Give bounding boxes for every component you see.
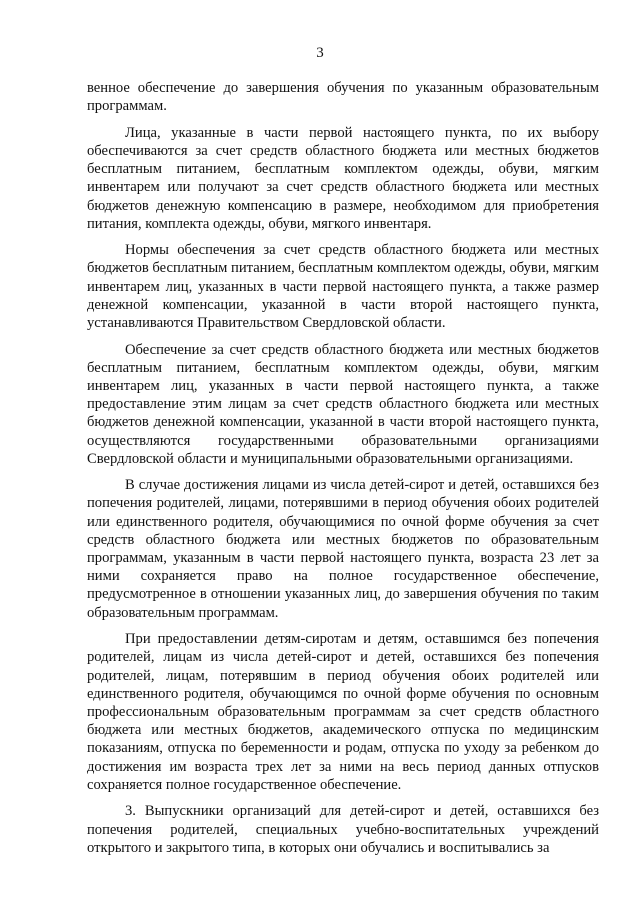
paragraph-graduates-section-3: 3. Выпускники организаций для детей-сирот и детей, оставшихся без попечения родителей, специальных учебно-воспитательных учреждений открытого и закрытого типа, в которых они обучались и воспитывались за <box>87 803 599 856</box>
paragraph-academic-leave: При предоставлении детям-сиротам и детям, оставшимся без попечения родителей, лицам из числа детей-сирот и детей, оставшихся без попечения родителей, лицам, потерявшим в период обучения обоих родителей или единственного родителя, обучающимся по очной форме обучения по основным профессиональным образовательным программам за счет средств областного бюджета или местных бюджетов, академического отпуска по медицинским показаниям, отпуска по беременности и родам, отпуска по уходу за ребенком до достижения им возраста трех лет за ними на весь период данных отпусков сохраняется полное государственное обеспечение. <box>87 631 599 793</box>
document-body <box>87 79 599 865</box>
paragraph-age-23-rights: В случае достижения лицами из числа детей-сирот и детей, оставшихся без попечения родителей, лицами, потерявшими в период обучения обоих родителей или единственного родителя, обучающимися по очной форме обучения за счет средств областного бюджета или местных бюджетов по образовательным программам, указанным в части первой настоящего пункта, возраста 23 лет за ними сохраняется право на полное государственное обеспечение, предусмотренное в отношении указанных лиц, до завершения обучения по таким образовательным программам. <box>87 477 599 621</box>
paragraph-provision-organizations: Обеспечение за счет средств областного бюджета или местных бюджетов бесплатным питанием, бесплатным комплектом одежды, обуви, мягким инвентарем лиц, указанных в части первой настоящего пункта, а также предоставление этим лицам за счет средств областного бюджета или местных бюджетов денежной компенсации, указанной в части второй настоящего пункта, осуществляются государственными образовательными организациями Свердловской области и муниципальными образовательными организациями. <box>87 341 599 467</box>
paragraph-choice-of-provision: Лица, указанные в части первой настоящего пункта, по их выбору обеспечиваются за счет средств областного бюджета или местных бюджетов бесплатным питанием, бесплатным комплектом одежды, обуви, мягким инвентарем или получают за счет средств областного бюджета или местных бюджетов денежную компенсацию в размере, необходимом для приобретения питания, комплекта одежды, обуви, мягкого инвентаря. <box>87 124 599 232</box>
paragraph-continuation: венное обеспечение до завершения обучения по указанным образовательным программам. <box>87 80 599 115</box>
paragraph-provision-norms: Нормы обеспечения за счет средств областного бюджета или местных бюджетов бесплатным питанием, бесплатным комплектом одежды, обуви, мягким инвентарем лиц, указанных в части первой настоящего пункта, а также размер денежной компенсации, указанной в части второй настоящего пункта, устанавливаются Правительством Свердловской области. <box>87 242 599 332</box>
page-number: 3 <box>316 45 324 61</box>
